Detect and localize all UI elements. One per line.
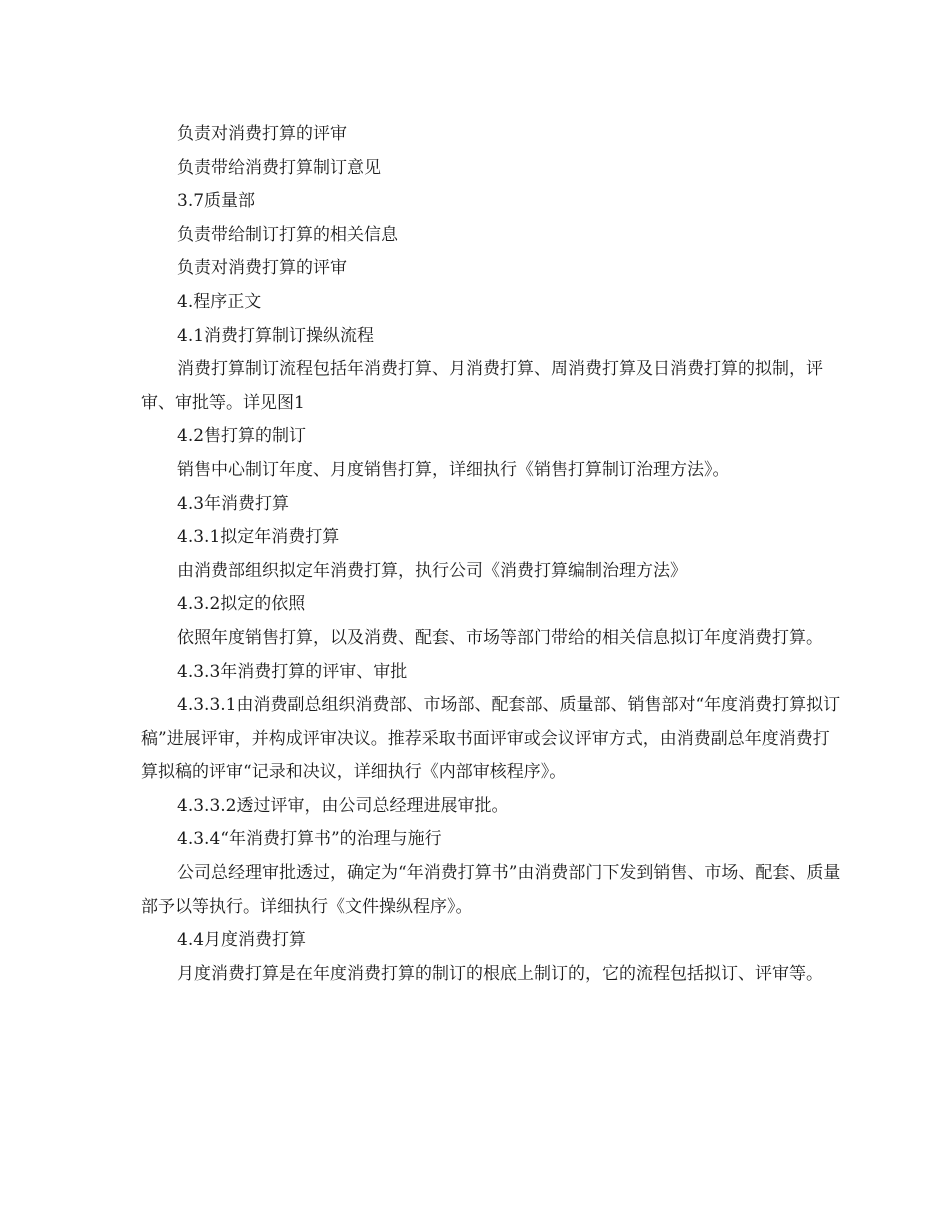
paragraph: 公司总经理审批透过，确定为“年消费打算书”由消费部门下发到销售、市场、配套、质量部予以等执行。详细执行《文件操纵程序》。 [141, 863, 841, 917]
section-heading: 4.4月度消费打算 [177, 930, 307, 951]
document-body [141, 118, 841, 991]
section-heading: 4.3.2拟定的依照 [177, 594, 306, 615]
paragraph: 4.3.3.2透过评审，由公司总经理进展审批。 [177, 795, 509, 816]
paragraph: 负责带给消费打算制订意见 [177, 157, 381, 178]
section-heading: 4.3.4“年消费打算书”的治理与施行 [177, 829, 442, 850]
paragraph: 负责带给制订打算的相关信息 [177, 224, 398, 245]
section-heading: 4.程序正文 [177, 291, 262, 312]
paragraph: 负责对消费打算的评审 [177, 258, 347, 279]
paragraph: 负责对消费打算的评审 [177, 124, 347, 144]
section-heading: 4.3.3年消费打算的评审、审批 [177, 661, 408, 682]
section-heading: 4.3年消费打算 [177, 493, 290, 514]
paragraph: 消费打算制订流程包括年消费打算、月消费打算、周消费打算及日消费打算的拟制，评审、审批等。详见图1 [141, 359, 823, 413]
paragraph: 依照年度销售打算，以及消费、配套、市场等部门带给的相关信息拟订年度消费打算。 [177, 627, 823, 648]
paragraph: 由消费部组织拟定年消费打算，执行公司《消费打算编制治理方法》 [177, 560, 687, 581]
paragraph: 销售中心制订年度、月度销售打算，详细执行《销售打算制订治理方法》。 [177, 459, 730, 480]
section-heading: 4.1消费打算制订操纵流程 [177, 325, 375, 346]
paragraph: 4.3.3.1由消费副总组织消费部、市场部、配套部、质量部、销售部对“年度消费打算拟订稿”进展评审，并构成评审决议。推荐采取书面评审或会议评审方式，由消费副总年度消费打算拟稿的评审“记录和决议，详细执行《内部审核程序》。 [141, 695, 841, 783]
section-heading: 4.3.1拟定年消费打算 [177, 527, 340, 548]
section-heading: 4.2售打算的制订 [177, 426, 307, 447]
paragraph: 月度消费打算是在年度消费打算的制订的根底上制订的，它的流程包括拟订、评审等。 [177, 963, 823, 984]
section-heading: 3.7质量部 [177, 191, 256, 212]
